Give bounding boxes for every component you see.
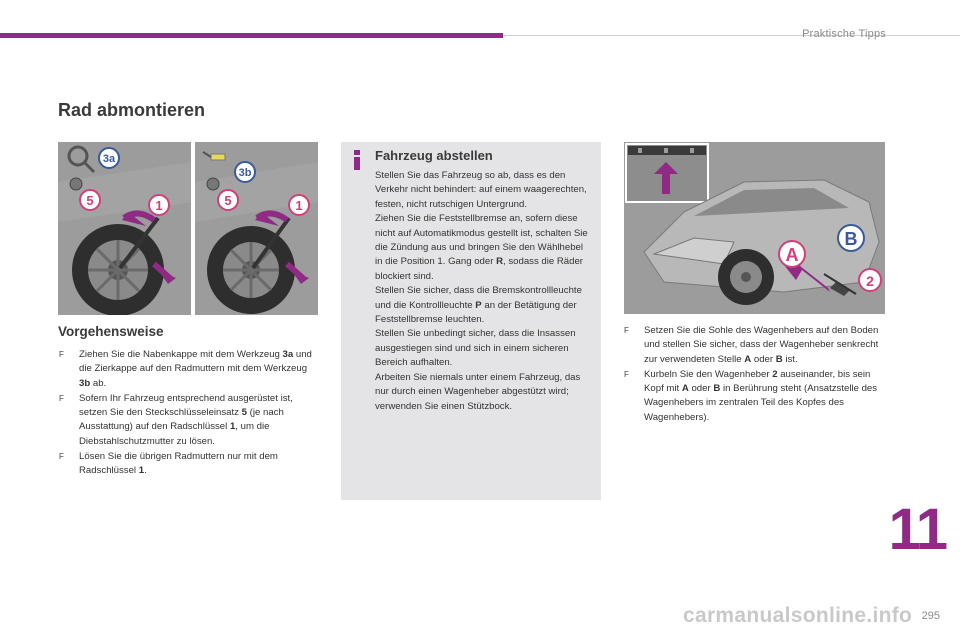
callout-a: [779, 241, 805, 267]
info-box-text: [375, 169, 593, 414]
info-paragraph: Stellen Sie sicher, dass die Bremskontrollleuchte und die Kontrollleuchte P an der Betätigung der Feststellbremse leuchten.: [375, 285, 582, 326]
header-divider: [503, 35, 960, 36]
svg-text:2: 2: [866, 273, 874, 289]
bullet-icon: F: [59, 452, 64, 462]
bullet-icon: F: [59, 393, 64, 403]
info-paragraph: Stellen Sie das Fahrzeug so ab, dass es den Verkehr nicht behindert: auf einem waagerechten, festen, nicht rutschigen Untergrund.: [375, 170, 587, 210]
svg-text:5: 5: [224, 193, 232, 208]
procedure-step: F Sofern Ihr Fahrzeug entsprechend ausgerüstet ist, setzen Sie den Steckschlüsseleinsatz 5 (je nach Ausstattung) auf den Radschlüssel 1, um die Diebstahlschutzmutter zu lösen.: [59, 392, 293, 447]
bullet-icon: F: [624, 326, 629, 335]
info-icon: [354, 150, 360, 170]
wheel-tool-3a-illustration: [58, 142, 191, 315]
jack-step: F Kurbeln Sie den Wagenheber 2 auseinander, bis sein Kopf mit A oder B in Berührung steht (Ansatzstelle des Wagenhebers im zentralen Teil des Kopfes des Wagenhebers).: [624, 368, 878, 423]
procedure-steps: [59, 348, 314, 480]
callout-3a: [99, 148, 119, 168]
watermark: carmanualsonline.info: [683, 604, 913, 627]
jack-steps: [624, 324, 886, 426]
header-accent-bar: [0, 33, 503, 38]
callout-5: [80, 190, 100, 210]
bullet-icon: F: [624, 369, 629, 379]
jack-step: F Setzen Sie die Sohle des Wagenhebers auf den Boden und stellen Sie sicher, dass der Wagenheber senkrecht zur verwendeten Stelle A oder B ist.: [624, 325, 879, 365]
info-paragraph: Arbeiten Sie niemals unter einem Fahrzeug, das nur durch einen Wagenheber abgestützt wird; verwenden Sie einen Stützbock.: [375, 371, 581, 412]
callout-1: [149, 195, 169, 215]
svg-text:A: A: [785, 245, 799, 265]
svg-text:1: 1: [295, 198, 303, 213]
car-jack-illustration: [624, 142, 885, 314]
info-box-title: Fahrzeug abstellen: [375, 148, 493, 163]
callout-5: [218, 190, 238, 210]
callout-b: [838, 225, 864, 251]
callout-2: [859, 269, 881, 291]
wheel-tool-3b-illustration: [195, 142, 318, 315]
page-title: Rad abmontieren: [58, 100, 206, 120]
info-paragraph: Ziehen Sie die Feststellbremse an, sofern diese nicht auf Automatikmodus gestellt ist, schalten Sie die Zündung aus und bringen Sie den Wählhebel in die Position 1. Gang oder R, sodass die Räder blockiert sind.: [375, 213, 588, 282]
info-paragraph: Stellen Sie unbedingt sicher, dass die Insassen ausgestiegen sind und sich in einem sicheren Bereich aufhalten.: [375, 328, 576, 369]
chapter-number: 11: [888, 497, 946, 562]
procedure-step: F Lösen Sie die übrigen Radmuttern nur mit dem Radschlüssel 1.: [59, 451, 278, 477]
svg-text:5: 5: [86, 193, 94, 208]
svg-text:B: B: [844, 229, 858, 249]
procedure-title: Vorgehensweise: [58, 324, 164, 339]
svg-text:3a: 3a: [102, 153, 116, 165]
callout-1: [289, 195, 309, 215]
bullet-icon: F: [59, 350, 64, 359]
page-number: 295: [921, 610, 940, 622]
info-box-parking: [341, 142, 601, 500]
section-label: Praktische Tipps: [802, 28, 886, 40]
callout-3b: [235, 162, 255, 182]
procedure-step: F Ziehen Sie die Nabenkappe mit dem Werkzeug 3a und die Zierkappe auf den Radmuttern mit dem Werkzeug 3b ab.: [59, 349, 312, 389]
svg-text:1: 1: [155, 198, 163, 213]
svg-text:3b: 3b: [238, 167, 252, 179]
